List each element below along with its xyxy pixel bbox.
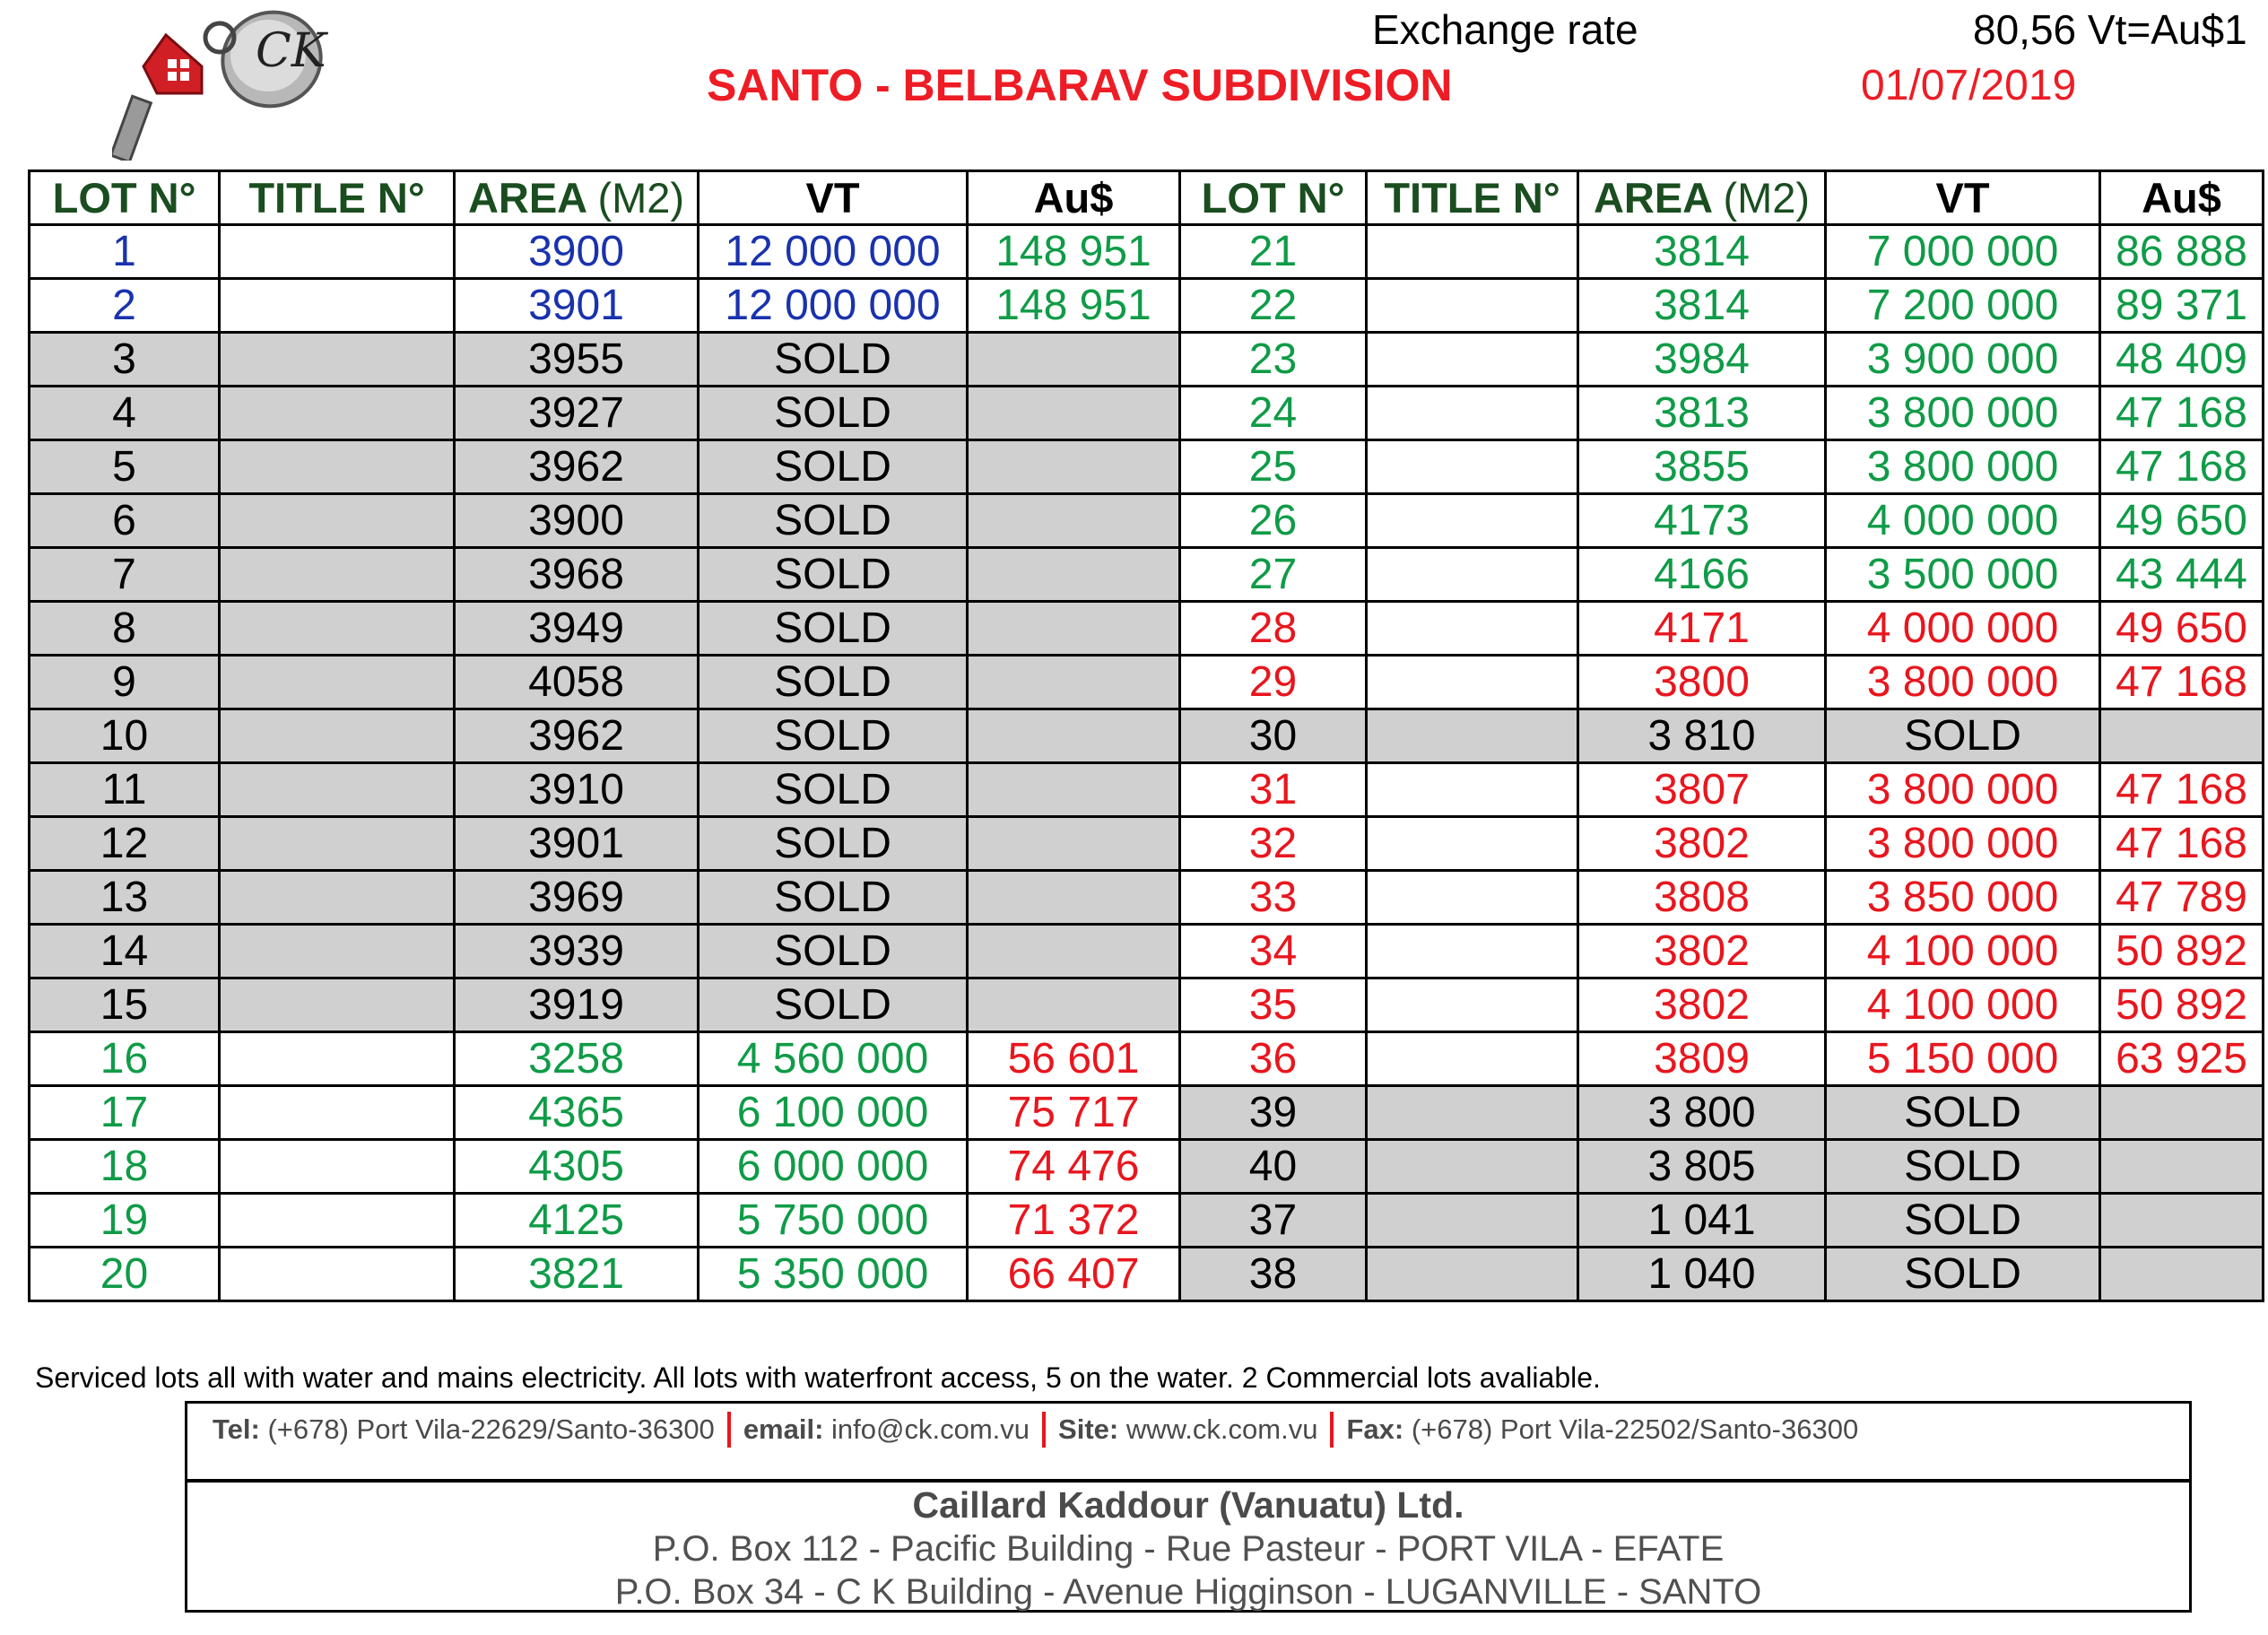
exchange-rate-value: 80,56 Vt=Au$1	[1973, 6, 2247, 53]
aud-price-cell: 50 892	[2100, 978, 2264, 1032]
vt-price-cell: 3 850 000	[1826, 871, 2100, 925]
aud-price-cell	[968, 978, 1180, 1032]
fax-label: Fax:	[1346, 1413, 1404, 1445]
area-cell: 4305	[455, 1140, 699, 1194]
lot-number-cell: 7	[30, 548, 220, 602]
vt-price-cell: 12 000 000	[699, 225, 968, 279]
website-link[interactable]: www.ck.com.vu	[1125, 1413, 1318, 1445]
vt-price-cell: 3 900 000	[1826, 333, 2100, 387]
lot-number-cell: 32	[1180, 817, 1367, 871]
col-lot-header: LOT N°	[1180, 171, 1367, 225]
col-title-header: TITLE N°	[220, 171, 455, 225]
vt-price-cell: SOLD	[699, 763, 968, 817]
vt-price-cell: 3 500 000	[1826, 548, 2100, 602]
title-number-cell	[1367, 1032, 1578, 1086]
lot-number-cell: 20	[30, 1248, 220, 1301]
aud-price-cell	[968, 709, 1180, 763]
area-cell: 3814	[1578, 279, 1826, 333]
lot-number-cell: 33	[1180, 871, 1367, 925]
table-row	[30, 925, 2264, 978]
aud-price-cell: 63 925	[2100, 1032, 2264, 1086]
lot-number-cell: 18	[30, 1140, 220, 1194]
aud-price-cell: 47 168	[2100, 387, 2264, 440]
title-number-cell	[1367, 871, 1578, 925]
area-cell: 3919	[455, 978, 699, 1032]
area-cell: 3900	[455, 494, 699, 548]
title-number-cell	[1367, 763, 1578, 817]
vt-price-cell: SOLD	[699, 871, 968, 925]
table-row	[30, 494, 2264, 548]
area-cell: 3939	[455, 925, 699, 978]
lot-number-cell: 40	[1180, 1140, 1367, 1194]
lot-number-cell: 9	[30, 656, 220, 709]
table-row	[30, 387, 2264, 440]
title-number-cell	[220, 1086, 455, 1140]
aud-price-cell	[968, 440, 1180, 494]
area-cell: 3984	[1578, 333, 1826, 387]
vt-price-cell: SOLD	[699, 333, 968, 387]
table-row	[30, 1032, 2264, 1086]
aud-price-cell: 75 717	[968, 1086, 1180, 1140]
area-cell: 3258	[455, 1032, 699, 1086]
lot-number-cell: 4	[30, 387, 220, 440]
aud-price-cell: 47 168	[2100, 656, 2264, 709]
lot-number-cell: 13	[30, 871, 220, 925]
title-number-cell	[220, 548, 455, 602]
lot-number-cell: 6	[30, 494, 220, 548]
aud-price-cell: 71 372	[968, 1194, 1180, 1248]
table-row	[30, 1194, 2264, 1248]
table-row	[30, 656, 2264, 709]
title-number-cell	[220, 494, 455, 548]
vt-price-cell: SOLD	[1826, 709, 2100, 763]
title-number-cell	[220, 1140, 455, 1194]
area-cell: 4365	[455, 1086, 699, 1140]
aud-price-cell: 47 168	[2100, 440, 2264, 494]
vt-price-cell: SOLD	[699, 602, 968, 656]
title-number-cell	[220, 1032, 455, 1086]
lot-number-cell: 8	[30, 602, 220, 656]
aud-price-cell	[968, 656, 1180, 709]
area-cell: 3927	[455, 387, 699, 440]
area-cell: 3 810	[1578, 709, 1826, 763]
table-row	[30, 548, 2264, 602]
area-cell: 3962	[455, 709, 699, 763]
table-row	[30, 763, 2264, 817]
vt-price-cell: 3 800 000	[1826, 440, 2100, 494]
title-number-cell	[1367, 387, 1578, 440]
title-number-cell	[1367, 440, 1578, 494]
title-number-cell	[1367, 279, 1578, 333]
lot-number-cell: 27	[1180, 548, 1367, 602]
vt-price-cell: SOLD	[699, 440, 968, 494]
aud-price-cell	[968, 494, 1180, 548]
aud-price-cell: 74 476	[968, 1140, 1180, 1194]
vt-price-cell: 7 200 000	[1826, 279, 2100, 333]
vt-price-cell: 3 800 000	[1826, 817, 2100, 871]
aud-price-cell: 47 168	[2100, 763, 2264, 817]
aud-price-cell	[968, 333, 1180, 387]
table-row	[30, 225, 2264, 279]
contact-divider	[187, 1479, 2189, 1483]
vt-price-cell: 5 150 000	[1826, 1032, 2100, 1086]
lot-number-cell: 26	[1180, 494, 1367, 548]
lot-number-cell: 2	[30, 279, 220, 333]
vt-price-cell: 5 750 000	[699, 1194, 968, 1248]
red-separator	[1330, 1412, 1334, 1448]
title-number-cell	[220, 817, 455, 871]
area-cell: 3900	[455, 225, 699, 279]
aud-price-cell: 43 444	[2100, 548, 2264, 602]
aud-price-cell: 49 650	[2100, 602, 2264, 656]
lot-number-cell: 36	[1180, 1032, 1367, 1086]
area-cell: 3 800	[1578, 1086, 1826, 1140]
table-row	[30, 871, 2264, 925]
table-row	[30, 440, 2264, 494]
title-number-cell	[1367, 333, 1578, 387]
title-number-cell	[1367, 1140, 1578, 1194]
aud-price-cell: 148 951	[968, 225, 1180, 279]
title-number-cell	[220, 763, 455, 817]
area-cell: 3821	[455, 1248, 699, 1301]
vt-price-cell: SOLD	[699, 548, 968, 602]
aud-price-cell	[968, 871, 1180, 925]
table-header-row	[30, 171, 2264, 225]
email-link[interactable]: info@ck.com.vu	[831, 1413, 1030, 1445]
fax-value: (+678) Port Vila-22502/Santo-36300	[1411, 1413, 1859, 1445]
vt-price-cell: 7 000 000	[1826, 225, 2100, 279]
red-separator	[727, 1412, 731, 1448]
title-number-cell	[1367, 817, 1578, 871]
lot-number-cell: 11	[30, 763, 220, 817]
title-number-cell	[1367, 548, 1578, 602]
title-number-cell	[220, 656, 455, 709]
aud-price-cell: 50 892	[2100, 925, 2264, 978]
area-cell: 3809	[1578, 1032, 1826, 1086]
area-cell: 3962	[455, 440, 699, 494]
area-cell: 3802	[1578, 925, 1826, 978]
title-number-cell	[220, 440, 455, 494]
document-date: 01/07/2019	[1861, 62, 2077, 109]
col-title-header: TITLE N°	[1367, 171, 1578, 225]
vt-price-cell: 4 560 000	[699, 1032, 968, 1086]
title-number-cell	[1367, 709, 1578, 763]
lot-number-cell: 16	[30, 1032, 220, 1086]
aud-price-cell: 66 407	[968, 1248, 1180, 1301]
area-cell: 3 805	[1578, 1140, 1826, 1194]
contact-box	[185, 1401, 2192, 1613]
col-vt-header: VT	[1826, 171, 2100, 225]
vt-price-cell: SOLD	[1826, 1140, 2100, 1194]
aud-price-cell	[2100, 1140, 2264, 1194]
tel-label: Tel:	[213, 1413, 260, 1445]
col-au-header: Au$	[2100, 171, 2264, 225]
aud-price-cell: 56 601	[968, 1032, 1180, 1086]
vt-price-cell: 3 800 000	[1826, 387, 2100, 440]
address-luganville: P.O. Box 34 - C K Building - Avenue Higginson - LUGANVILLE - SANTO	[614, 1572, 1762, 1612]
lot-number-cell: 3	[30, 333, 220, 387]
aud-price-cell	[968, 387, 1180, 440]
title-number-cell	[220, 871, 455, 925]
contact-line	[187, 1404, 2189, 1456]
area-cell: 3855	[1578, 440, 1826, 494]
vt-price-cell: 4 100 000	[1826, 978, 2100, 1032]
red-separator	[1042, 1412, 1046, 1448]
vt-price-cell: 12 000 000	[699, 279, 968, 333]
aud-price-cell	[2100, 709, 2264, 763]
vt-price-cell: 4 000 000	[1826, 602, 2100, 656]
area-cell: 4171	[1578, 602, 1826, 656]
title-number-cell	[220, 1248, 455, 1301]
title-number-cell	[1367, 225, 1578, 279]
title-number-cell	[220, 387, 455, 440]
vt-price-cell: 3 800 000	[1826, 656, 2100, 709]
area-cell: 4125	[455, 1194, 699, 1248]
lot-number-cell: 5	[30, 440, 220, 494]
title-number-cell	[220, 225, 455, 279]
aud-price-cell	[968, 548, 1180, 602]
table-row	[30, 279, 2264, 333]
lots-note: Serviced lots all with water and mains electricity. All lots with waterfront access, 5 on the water. 2 Commercial lots avaliable.	[35, 1361, 1601, 1394]
company-name: Caillard Kaddour (Vanuatu) Ltd.	[912, 1484, 1464, 1526]
lot-number-cell: 1	[30, 225, 220, 279]
title-number-cell	[1367, 1248, 1578, 1301]
title-number-cell	[220, 709, 455, 763]
title-number-cell	[220, 1194, 455, 1248]
table-row	[30, 1140, 2264, 1194]
tel-value: (+678) Port Vila-22629/Santo-36300	[267, 1413, 715, 1445]
aud-price-cell	[968, 602, 1180, 656]
lot-number-cell: 28	[1180, 602, 1367, 656]
area-cell: 3968	[455, 548, 699, 602]
lot-number-cell: 10	[30, 709, 220, 763]
aud-price-cell	[2100, 1194, 2264, 1248]
area-cell: 3910	[455, 763, 699, 817]
lot-number-cell: 31	[1180, 763, 1367, 817]
area-cell: 3901	[455, 279, 699, 333]
title-number-cell	[220, 602, 455, 656]
table-row	[30, 817, 2264, 871]
vt-price-cell: SOLD	[1826, 1086, 2100, 1140]
lot-number-cell: 19	[30, 1194, 220, 1248]
title-number-cell	[220, 279, 455, 333]
title-number-cell	[1367, 656, 1578, 709]
area-cell: 3901	[455, 817, 699, 871]
area-cell: 3814	[1578, 225, 1826, 279]
site-label: Site:	[1058, 1413, 1119, 1445]
area-cell: 3813	[1578, 387, 1826, 440]
aud-price-cell	[968, 817, 1180, 871]
ck-logo-keychain	[112, 4, 336, 161]
area-cell: 3800	[1578, 656, 1826, 709]
title-number-cell	[1367, 925, 1578, 978]
col-area-header: AREA (M2)	[1578, 171, 1826, 225]
lot-number-cell: 12	[30, 817, 220, 871]
lot-number-cell: 29	[1180, 656, 1367, 709]
vt-price-cell: SOLD	[699, 656, 968, 709]
lot-number-cell: 30	[1180, 709, 1367, 763]
table-row	[30, 1086, 2264, 1140]
lot-number-cell: 21	[1180, 225, 1367, 279]
title-number-cell	[1367, 494, 1578, 548]
title-number-cell	[1367, 602, 1578, 656]
title-number-cell	[220, 978, 455, 1032]
area-cell: 3802	[1578, 817, 1826, 871]
vt-price-cell: SOLD	[699, 494, 968, 548]
lot-number-cell: 35	[1180, 978, 1367, 1032]
area-cell: 3802	[1578, 978, 1826, 1032]
exchange-rate-label: Exchange rate	[1372, 6, 1638, 53]
lot-number-cell: 14	[30, 925, 220, 978]
aud-price-cell: 48 409	[2100, 333, 2264, 387]
lot-number-cell: 38	[1180, 1248, 1367, 1301]
col-vt-header: VT	[699, 171, 968, 225]
area-cell: 3807	[1578, 763, 1826, 817]
page-title: SANTO - BELBARAV SUBDIVISION	[707, 60, 1453, 110]
lot-number-cell: 37	[1180, 1194, 1367, 1248]
aud-price-cell	[968, 763, 1180, 817]
lot-number-cell: 25	[1180, 440, 1367, 494]
title-number-cell	[220, 333, 455, 387]
table-row	[30, 978, 2264, 1032]
title-number-cell	[220, 925, 455, 978]
vt-price-cell: 4 000 000	[1826, 494, 2100, 548]
area-cell: 3949	[455, 602, 699, 656]
vt-price-cell: SOLD	[1826, 1248, 2100, 1301]
email-label: email:	[743, 1413, 824, 1445]
aud-price-cell	[968, 925, 1180, 978]
area-cell: 1 041	[1578, 1194, 1826, 1248]
table-row	[30, 333, 2264, 387]
area-cell: 4173	[1578, 494, 1826, 548]
lot-number-cell: 22	[1180, 279, 1367, 333]
table-row	[30, 709, 2264, 763]
aud-price-cell: 47 168	[2100, 817, 2264, 871]
aud-price-cell: 47 789	[2100, 871, 2264, 925]
vt-price-cell: SOLD	[699, 925, 968, 978]
col-lot-header: LOT N°	[30, 171, 220, 225]
vt-price-cell: 6 100 000	[699, 1086, 968, 1140]
vt-price-cell: 6 000 000	[699, 1140, 968, 1194]
area-cell: 1 040	[1578, 1248, 1826, 1301]
title-number-cell	[1367, 978, 1578, 1032]
vt-price-cell: 3 800 000	[1826, 763, 2100, 817]
lot-number-cell: 39	[1180, 1086, 1367, 1140]
aud-price-cell: 148 951	[968, 279, 1180, 333]
vt-price-cell: SOLD	[699, 709, 968, 763]
area-cell: 3808	[1578, 871, 1826, 925]
area-cell: 4058	[455, 656, 699, 709]
aud-price-cell	[2100, 1248, 2264, 1301]
aud-price-cell: 49 650	[2100, 494, 2264, 548]
vt-price-cell: 5 350 000	[699, 1248, 968, 1301]
title-number-cell	[1367, 1086, 1578, 1140]
vt-price-cell: SOLD	[699, 817, 968, 871]
lot-number-cell: 23	[1180, 333, 1367, 387]
area-cell: 3955	[455, 333, 699, 387]
address-port-vila: P.O. Box 112 - Pacific Building - Rue Pasteur - PORT VILA - EFATE	[652, 1529, 1725, 1569]
aud-price-cell	[2100, 1086, 2264, 1140]
table-row	[30, 1248, 2264, 1301]
aud-price-cell: 89 371	[2100, 279, 2264, 333]
lot-number-cell: 15	[30, 978, 220, 1032]
aud-price-cell: 86 888	[2100, 225, 2264, 279]
vt-price-cell: 4 100 000	[1826, 925, 2100, 978]
col-au-header: Au$	[968, 171, 1180, 225]
title-number-cell	[1367, 1194, 1578, 1248]
vt-price-cell: SOLD	[699, 387, 968, 440]
lots-price-table	[28, 170, 2264, 1302]
area-cell: 3969	[455, 871, 699, 925]
col-area-header: AREA (M2)	[455, 171, 699, 225]
area-cell: 4166	[1578, 548, 1826, 602]
vt-price-cell: SOLD	[699, 978, 968, 1032]
lot-number-cell: 17	[30, 1086, 220, 1140]
lot-number-cell: 34	[1180, 925, 1367, 978]
logo-text: CK	[256, 24, 326, 78]
table-row	[30, 602, 2264, 656]
vt-price-cell: SOLD	[1826, 1194, 2100, 1248]
lot-number-cell: 24	[1180, 387, 1367, 440]
